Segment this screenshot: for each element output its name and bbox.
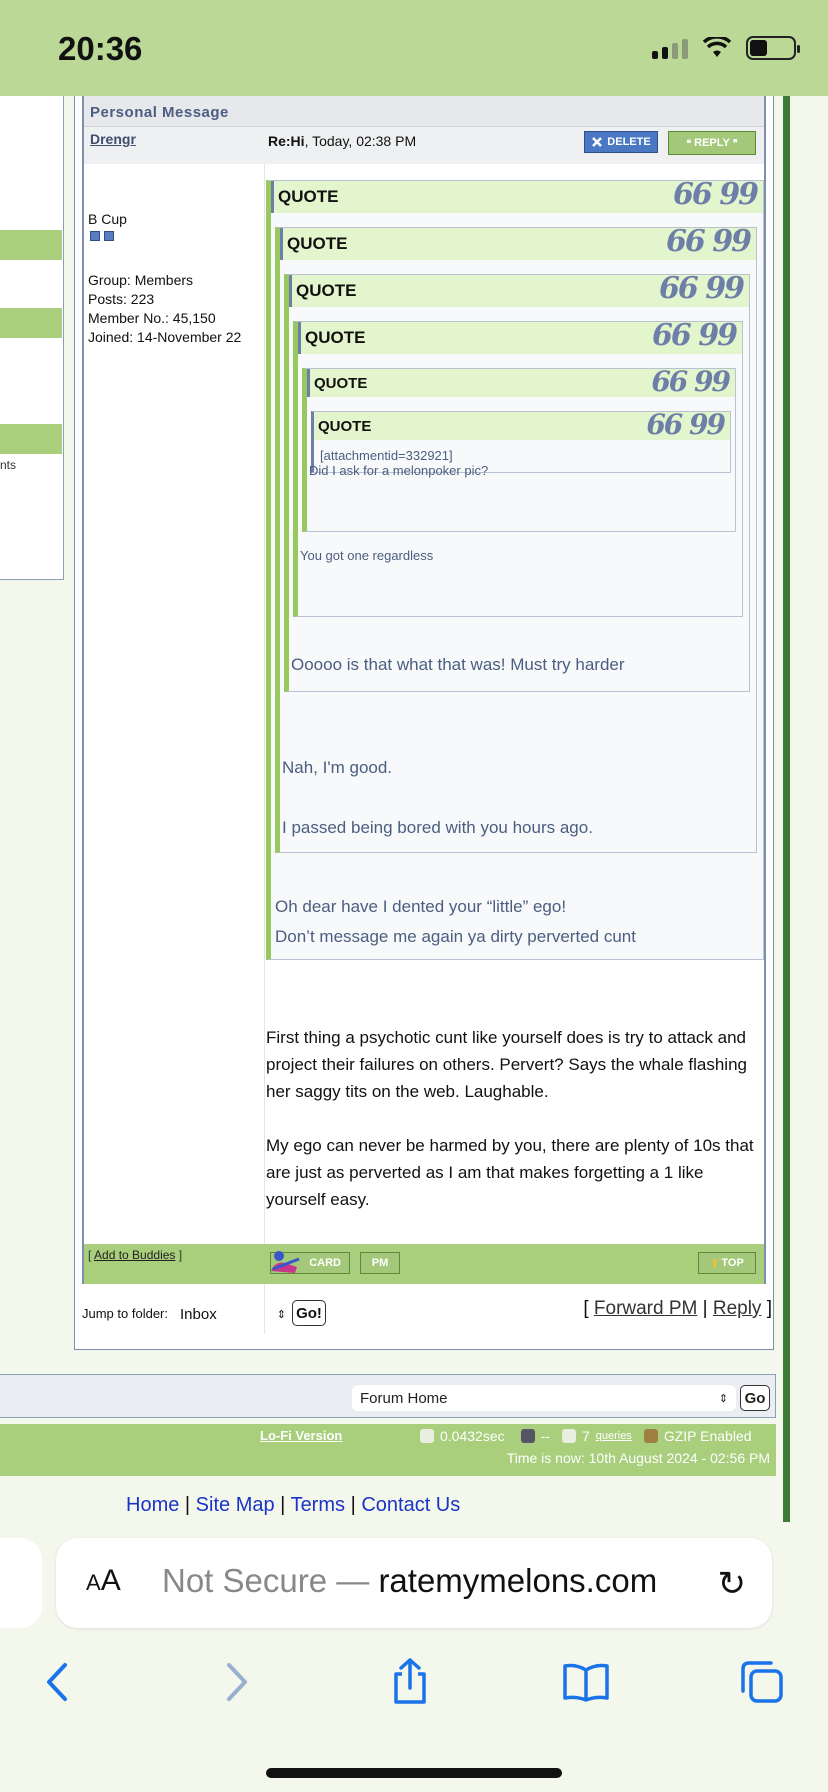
- pm-button[interactable]: PM: [360, 1252, 400, 1274]
- browser-chrome: [0, 1522, 828, 1792]
- attachment-text: [attachmentid=332921]: [320, 448, 453, 463]
- quote-marks-icon: 66 99: [666, 224, 750, 259]
- tabs-icon[interactable]: [732, 1652, 792, 1712]
- browser-toolbar: [0, 1652, 828, 1722]
- message-body-paragraph: First thing a psychotic cunt like yourself does is try to attack and project their failures on others. Pervert? Says the whale flashing her saggy tits on the web. Laughable.: [266, 1028, 747, 1101]
- terms-link[interactable]: Terms: [290, 1494, 346, 1516]
- quote-marks-icon: 66 99: [659, 271, 743, 306]
- share-icon[interactable]: [380, 1652, 440, 1712]
- quote-text: Oh dear have I dented your “little” ego!: [275, 897, 567, 916]
- pm-action-links: [ Forward PM | Reply ]: [583, 1298, 772, 1319]
- card-button[interactable]: CARD: [270, 1252, 350, 1274]
- gzip-icon: [644, 1429, 658, 1443]
- user-posts: Posts: 223: [88, 291, 155, 307]
- quote-header: QUOTE 66 99: [280, 228, 756, 260]
- quote-block: [293, 318, 743, 617]
- home-link[interactable]: Home: [126, 1494, 180, 1516]
- left-panel-bar: [0, 230, 62, 260]
- close-icon: [591, 136, 603, 148]
- rank-pips: [90, 231, 241, 241]
- user-joined: Joined: 14-November 22: [88, 329, 242, 345]
- quote-marks-icon: 66 99: [651, 365, 729, 398]
- user-group: Group: Members: [88, 272, 194, 288]
- column-divider: [264, 164, 265, 1334]
- delete-button[interactable]: DELETE: [584, 131, 658, 153]
- forward-pm-link[interactable]: Forward PM: [593, 1298, 698, 1319]
- add-buddies: [ Add to Buddies ]: [88, 1248, 183, 1262]
- left-panel-text: nts: [0, 458, 17, 472]
- queries-link[interactable]: queries: [595, 1430, 632, 1442]
- pm-footer-bar: [84, 1244, 764, 1284]
- forum-select[interactable]: Forum Home ⇕: [352, 1385, 736, 1411]
- contact-us-link[interactable]: Contact Us: [361, 1494, 461, 1516]
- footer-links: Home | Site Map | Terms | Contact Us: [126, 1494, 461, 1516]
- site-map-link[interactable]: Site Map: [195, 1494, 275, 1516]
- pm-header-row: [84, 126, 764, 164]
- lofi-version-link[interactable]: Lo-Fi Version: [260, 1428, 343, 1443]
- quote-block: [275, 224, 757, 853]
- server-stats: 0.0432sec -- 7 queries GZIP Enabled: [420, 1428, 752, 1444]
- bookmarks-icon[interactable]: [556, 1652, 616, 1712]
- quote-header: QUOTE 66 99: [298, 322, 742, 354]
- status-time: 20:36: [58, 30, 143, 67]
- forward-icon[interactable]: [206, 1652, 266, 1712]
- battery-icon: [746, 36, 796, 60]
- quote-text: You got one regardless: [300, 548, 434, 563]
- add-to-buddies-link[interactable]: Add to Buddies: [94, 1248, 176, 1262]
- chevron-updown-icon: ⇕: [718, 1392, 728, 1405]
- quote-header: QUOTE 66 99: [271, 181, 763, 213]
- server-load-icon: [521, 1429, 535, 1443]
- quote-header: QUOTE 66 99: [289, 275, 749, 307]
- previous-tab-card[interactable]: [0, 1538, 42, 1628]
- user-rank: B Cup: [88, 211, 127, 227]
- jump-folder-bar: [82, 1288, 772, 1336]
- home-indicator: [266, 1768, 562, 1778]
- address-bar[interactable]: [56, 1538, 772, 1628]
- url-display[interactable]: Not Secure — ratemymelons.com: [162, 1562, 658, 1599]
- jump-label: Jump to folder:: [82, 1306, 168, 1321]
- back-icon[interactable]: [28, 1652, 88, 1712]
- go-button[interactable]: Go!: [292, 1300, 326, 1326]
- wifi-icon: [702, 37, 732, 59]
- right-border-bar: [783, 96, 790, 1522]
- status-icons: [652, 36, 796, 60]
- forum-page: [0, 96, 828, 1522]
- top-button[interactable]: ⬆ TOP: [698, 1252, 756, 1274]
- pm-subject: Re:Hi, Today, 02:38 PM: [268, 133, 417, 149]
- quote-header: QUOTE 66 99: [307, 369, 735, 397]
- forum-jump-bar: [0, 1374, 776, 1418]
- user-member-no: Member No.: 45,150: [88, 310, 216, 326]
- reply-button[interactable]: ❝ REPLY ❞: [668, 131, 756, 155]
- quote-block: [266, 177, 764, 960]
- personal-message-box: [82, 96, 766, 1284]
- message-body-paragraph: My ego can never be harmed by you, there are plenty of 10s that are just as perverted as I am that makes forgetting a 1 like yourself easy.: [266, 1136, 754, 1209]
- quote-text: Nah, I'm good.: [282, 758, 393, 777]
- quote-marks-icon: 66 99: [646, 408, 724, 441]
- left-panel-bar: [0, 424, 62, 454]
- timer-icon: [420, 1429, 434, 1443]
- left-side-panel: [0, 96, 64, 580]
- time-now: Time is now: 10th August 2024 - 02:56 PM: [506, 1450, 770, 1466]
- pm-section-title: Personal Message: [84, 96, 764, 126]
- quote-block: [284, 271, 750, 692]
- cellular-signal-icon: [652, 37, 688, 59]
- quote-header: QUOTE 66 99: [314, 412, 730, 440]
- status-bar: [0, 0, 828, 96]
- quote-marks-icon: 66 99: [652, 318, 736, 353]
- quote-text: I passed being bored with you hours ago.: [282, 818, 593, 837]
- pm-author-link[interactable]: Drengr: [90, 131, 136, 147]
- quote-text: Ooooo is that what that was! Must try harder: [291, 655, 625, 674]
- forum-go-button[interactable]: Go: [740, 1385, 770, 1411]
- folder-select[interactable]: Inbox ⇕: [180, 1305, 286, 1323]
- quote-text: Don’t message me again ya dirty perverted cunt: [275, 927, 636, 946]
- left-panel-bar: [0, 308, 62, 338]
- chevron-updown-icon: ⇕: [276, 1308, 286, 1321]
- reload-icon[interactable]: ↻: [717, 1565, 746, 1603]
- database-icon: [562, 1429, 576, 1443]
- reader-settings-button[interactable]: AA: [86, 1564, 121, 1597]
- quote-marks-icon: 66 99: [673, 177, 757, 212]
- quote-block: [302, 365, 736, 532]
- quote-text: Did I ask for a melonpoker pic?: [309, 463, 489, 478]
- user-info: [88, 210, 241, 347]
- user-card-icon: [269, 1247, 301, 1275]
- reply-link[interactable]: Reply: [712, 1298, 762, 1319]
- stats-bar: [0, 1424, 776, 1476]
